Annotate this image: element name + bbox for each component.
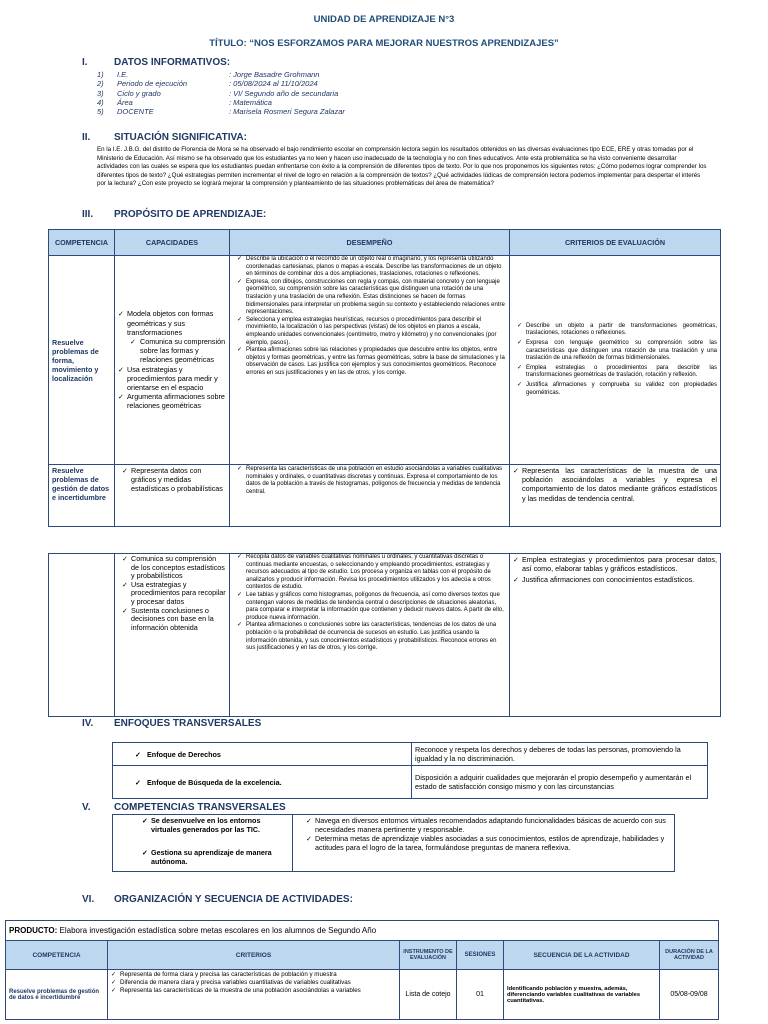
section-1-title: DATOS INFORMATIVOS: (114, 57, 231, 68)
desempeno-cell: ✓ Representa las características de una población en estudio asociándolas a variables cualitativas nominales y ordinales, o cuantitativas discretas y continuas. Expresa el comportamiento de los datos de la población a través de histogramas, polígonos de frecuencia y medidas de tendencia central. (230, 465, 510, 527)
secuencia-cell: Identificando población y muestra, además, diferenciando variables cualitativas de variables cuantitativas. (504, 970, 660, 1020)
check-icon: ✓ (135, 777, 148, 787)
header-secuencia: SECUENCIA DE LA ACTIVIDAD (504, 941, 660, 970)
duracion-cell: 05/08-09/08 (660, 970, 719, 1020)
table-header-row (49, 230, 721, 256)
enfoque-desc-cell: Disposición a adquirir cualidades que mejorarán el propio desempeño y aumentarán el estado de satisfacción consigo mismo y con las circunstancias (412, 766, 708, 799)
table-row (49, 465, 721, 527)
table-row (6, 970, 719, 1020)
criterios-cell: ✓ Emplea estrategias y procedimientos para procesar datos, así como, elaborar tablas y gráficos estadísticos. ✓ Justifica afirmaciones con conocimientos estadísticos. (510, 554, 721, 717)
header-duracion: DURACIÓN DE LA ACTIVIDAD (660, 941, 719, 970)
section-2-title: SITUACIÓN SIGNIFICATIVA: (114, 132, 247, 143)
header-competencia: COMPETENCIA (49, 230, 115, 256)
info-row: 5) DOCENTE : Marisela Rosmeri Segura Zalazar (97, 107, 345, 117)
producto-row (6, 921, 719, 941)
desempeno-cell: ✓ Describe la ubicación o el recorrido de un objeto real o imaginario, y los representa utilizando coordenadas cartesianas, planos o mapas a escala. Describe las transformaciones de un objeto en términos de combinar dos a dos ampliaciones, traslaciones, rotaciones o reflexiones. ✓ Expresa, con dibujos, construcciones con regla y compás, con material concreto y con lenguaje geométrico, su comprensión sobre las características que distinguen una rotación de una traslación y una traslación de una reflexión. Estas distinciones se hacen de formas bidimensionales para interpretar un problema según su contexto y estableciendo relaciones entre representaciones. ✓ Selecciona y emplea estrategias heurísticas, recursos o procedimientos para describir el movimiento, la localización o las perspectivas (vistas) de los objetos en planos a escala, empleando unidades convencionales (centímetro, metro y kilómetro) y no convencionales (por ejemplo, pasos). ✓ Plantea afirmaciones sobre las relaciones y propiedades que descubre entre los objetos, entre objetos y formas geométricas, y entre las formas geométricas, sobre la base de simulaciones y la observación de casos. Las justifica con ejemplos y sus conocimientos geométricos. Reconoce errores en sus justificaciones y en las de otros, y los corrige. (230, 256, 510, 465)
section-4-title: ENFOQUES TRANSVERSALES (114, 718, 262, 729)
info-row: 4) Área : Matemática (97, 97, 272, 107)
info-row: 3) Ciclo y grado : VI/ Segundo año de secundaria (97, 88, 339, 98)
transversal-desempeno-cell: ✓ Navega en diversos entornos virtuales recomendados adaptando funcionalidades básicas de acuerdo con sus necesidades manera pertinente y responsable. ✓ Determina metas de aprendizaje viables asociadas a sus conocimientos, estilos de aprendizaje, habilidades y actitudes para el logro de la tarea, formulándose preguntas de manera reflexiva. (293, 815, 675, 872)
info-row: 2) Periodo de ejecución : 05/08/2024 al 11/10/2024 (97, 79, 318, 89)
section-6-title: ORGANIZACIÓN Y SECUENCIA DE ACTIVIDADES: (114, 894, 353, 905)
actividades-table (5, 920, 719, 1020)
situacion-paragraph: En la I.E. J.B.G. del distrito de Florencia de Mora se ha observado el bajo rendimiento escolar en comprensión lectora según los resultados obtenidos en las diversas evaluaciones tipo ECE, ERE y otras tomadas por el Ministerio de Educación. Así mismo se ha observado que los estudiantes ya no leen y hacen uso inadecuado de la tecnología y no con fines educativos. Ante esta problemática se ha visto conveniente desarrollar actividades con las cuales se espera que los estudiantes puedan enfrentarse con éxito a la comprensión de diferentes tipos de texto. Por lo que nos proponemos los siguientes retos: ¿Cómo podemos lograr comprender los diferentes tipos de texto? ¿Qué estrategias permiten incrementar el nivel de logro en relación a la comprensión de textos? ¿Qué actividades lúdicas de comprensión lectora podemos implementar para despertar el interés por la lectura? ¿Con este proyecto se logrará mejorar la comprensión y planteamiento de las situaciones problemáticas del área de matemática? (97, 146, 707, 188)
enfoques-table (112, 742, 708, 799)
competencia-cell-empty (49, 554, 115, 717)
capacidades-cell: ✓ Representa datos con gráficos y medidas estadísticas o probabilísticas (115, 465, 230, 527)
proposito-table (48, 229, 721, 527)
section-2-number: II. (82, 132, 91, 143)
header-instrumento: INSTRUMENTO DE EVALUACIÓN (400, 941, 457, 970)
sesiones-cell: 01 (457, 970, 504, 1020)
capacidades-cell: ✓ Comunica su comprensión de los conceptos estadísticos y probabilísticos ✓ Usa estrategias y procedimientos para recopilar y procesar datos ✓ Sustenta conclusiones o decisiones con base en la información obtenida (115, 554, 230, 717)
criterios-cell: ✓ Representa las características de la muestra de una población asociándolas a variables y expresa el comportamiento de los datos mediante gráficos estadísticos y las medidas de tendencia central. (510, 465, 721, 527)
producto-cell: PRODUCTO: Elabora investigación estadística sobre metas escolares en los alumnos de Segundo Año (6, 921, 719, 941)
header-criterios: CRITERIOS DE EVALUACIÓN (510, 230, 721, 256)
competencia-cell: Resuelve problemas de gestión de datos e incertidumbre (49, 465, 115, 527)
proposito-table-continued (48, 553, 721, 717)
header-capacidades: CAPACIDADES (115, 230, 230, 256)
table-row (113, 766, 708, 799)
table-row (113, 743, 708, 766)
table-row (49, 256, 721, 465)
desempeno-cell: ✓ Recopila datos de variables cualitativas nominales u ordinales, y cuantitativas discretas o continuas mediante encuestas, o seleccionando y empleando procedimientos, estrategias y recursos adecuados al tipo de estudio. Los procesa y organiza en tablas con el propósito de analizarlos y producir información. Revisa los procedimientos utilizados y los adecúa a otros contextos de estudio. ✓ Lee tablas y gráficos como histogramas, polígonos de frecuencia, así como diversos textos que contengan valores de medidas de tendencia central o descripciones de situaciones aleatorias, para comparar e interpretar la información que contienen y deducir nuevos datos. A partir de ello, produce nueva información. ✓ Plantea afirmaciones o conclusiones sobre las características, tendencias de los datos de una población o la probabilidad de ocurrencia de sucesos en estudio. Las justifica usando la información obtenida, y sus conocimientos estadísticos y probabilísticos. Reconoce errores en sus justificaciones y en las de otros, y los corrige. (230, 554, 510, 717)
section-6-number: VI. (82, 894, 95, 905)
header-competencia: COMPETENCIA (6, 941, 108, 970)
unit-heading: UNIDAD DE APRENDIZAJE N°3 (313, 14, 455, 25)
enfoque-desc-cell: Reconoce y respeta los derechos y deberes de todas las personas, promoviendo la igualdad y la no discriminación. (412, 743, 708, 766)
enfoque-cell: ✓ Enfoque de Búsqueda de la excelencia. (113, 766, 412, 799)
enfoque-cell: ✓ Enfoque de Derechos (113, 743, 412, 766)
info-list (97, 70, 597, 116)
check-icon: ✓ (135, 749, 148, 759)
section-5-title: COMPETENCIAS TRANSVERSALES (114, 802, 286, 813)
transversal-competencias-cell: ✓ Se desenvuelve en los entornos virtuales generados por las TIC. ✓ Gestiona su aprendizaje de manera autónoma. (113, 815, 293, 872)
table-row (113, 815, 675, 872)
criterios-cell: ✓ Representa de forma clara y precisa las características de población y muestra ✓ Diferencia de manera clara y precisa variables cuantitativas de variables cualitativas ✓ Representa las características de la muestra de una población asociándolas a variables (108, 970, 400, 1020)
document-title: TÍTULO: “NOS ESFORZAMOS PARA MEJORAR NUESTROS APRENDIZAJES” (209, 38, 559, 49)
header-sesiones: SESIONES (457, 941, 504, 970)
section-1-number: I. (82, 57, 88, 68)
section-3-number: III. (82, 209, 94, 220)
header-criterios: CRITERIOS (108, 941, 400, 970)
criterios-cell: ✓ Describe un objeto a partir de transformaciones geométricas, traslaciones, rotaciones o reflexiones. ✓ Expresa con lenguaje geométrico su comprensión sobre las características que distinguen una rotación de una traslación y una traslación de una reflexión de formas bidimensionales. ✓ Emplea estrategias o procedimientos para describir las transformaciones geométricas de traslación, rotación y reflexión. ✓ Justifica afirmaciones y comprueba su validez con propiedades geométricas. (510, 256, 721, 465)
header-desempeno: DESEMPEÑO (230, 230, 510, 256)
section-4-number: IV. (82, 718, 94, 729)
table-header-row (6, 941, 719, 970)
competencia-cell: Resuelve problemas de gestión de datos e incertidumbre (6, 970, 108, 1020)
instrumento-cell: Lista de cotejo (400, 970, 457, 1020)
section-5-number: V. (82, 802, 91, 813)
info-row: 1) I.E. : Jorge Basadre Grohmann (97, 70, 320, 79)
section-3-title: PROPÓSITO DE APRENDIZAJE: (114, 209, 267, 220)
competencia-cell: Resuelve problemas de forma, movimiento y localización (49, 256, 115, 465)
table-row (49, 554, 721, 717)
capacidades-cell: ✓ Modela objetos con formas geométricas y sus transformaciones ✓ Comunica su comprensión sobre las formas y relaciones geométricas ✓ Usa estrategias y procedimientos para medir y orientarse en el espacio ✓ Argumenta afirmaciones sobre relaciones geométricas (115, 256, 230, 465)
competencias-transversales-table (112, 814, 675, 872)
